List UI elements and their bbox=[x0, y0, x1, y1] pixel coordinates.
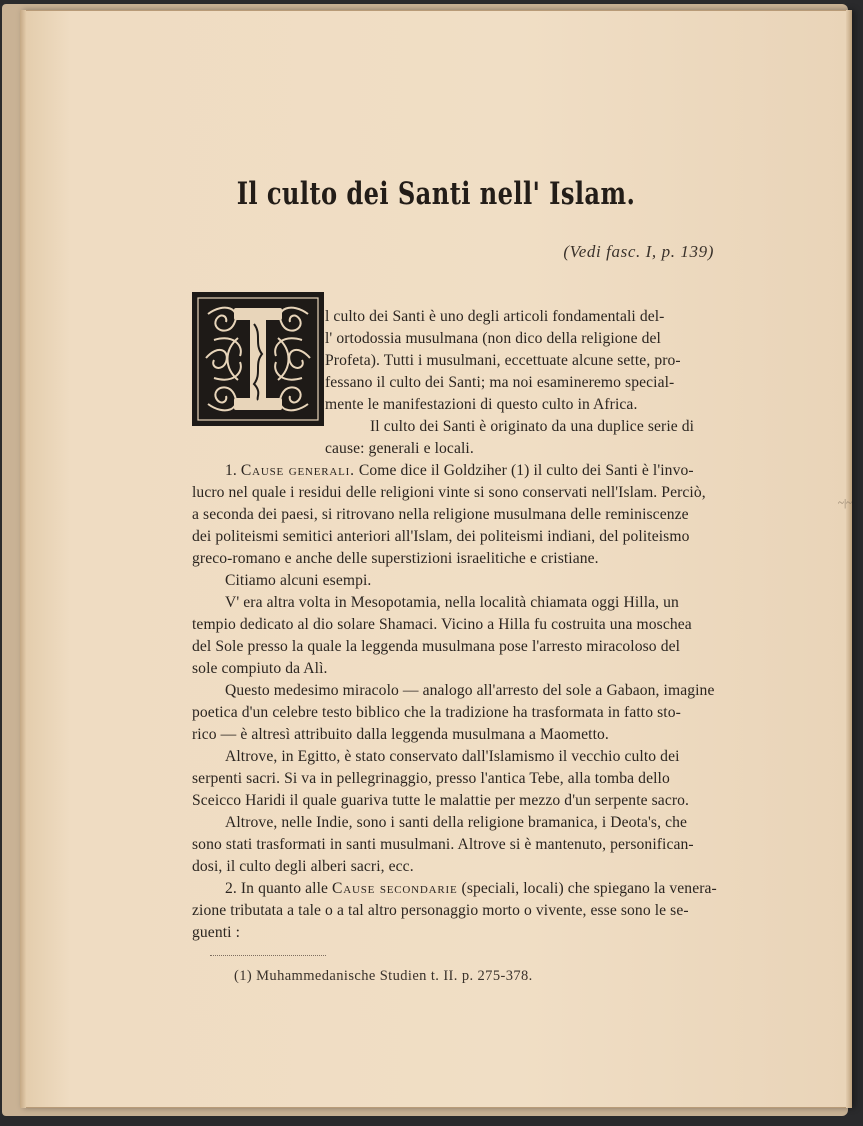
text-line: l' ortodossia musulmana (non dico della religione del bbox=[325, 330, 661, 347]
ornamental-dropcap bbox=[192, 292, 324, 426]
text-line: a seconda dei paesi, si ritrovano nella religione musulmana delle reminiscenze bbox=[192, 506, 689, 523]
text-line: guenti : bbox=[192, 924, 241, 941]
text-line: sono stati trasformati in santi musulmani. Altrove si è mantenuto, personifican- bbox=[192, 836, 694, 853]
text-line: poetica d'un celebre testo biblico che la tradizione ha trasformata in fatto sto- bbox=[192, 704, 681, 721]
footnote: (1) Muhammedanische Studien t. II. p. 275-378. bbox=[234, 968, 533, 984]
text-line: cause: generali e locali. bbox=[325, 440, 474, 457]
text-line: fessano il culto dei Santi; ma noi esamineremo special- bbox=[325, 374, 675, 391]
text-line: V' era altra volta in Mesopotamia, nella località chiamata oggi Hilla, un bbox=[225, 594, 679, 611]
text-line: serpenti sacri. Si va in pellegrinaggio, presso l'antica Tebe, alla tomba dello bbox=[192, 770, 670, 787]
text-line: 1. Cause generali. Come dice il Goldziher (1) il culto dei Santi è l'invo- bbox=[225, 462, 694, 479]
text-line: tempio dedicato al dio solare Shamaci. Vicino a Hilla fu costruita una moschea bbox=[192, 616, 692, 633]
text-line: zione tributata a tale o a tal altro personaggio morto o vivente, esse sono le se- bbox=[192, 902, 689, 919]
book-page bbox=[20, 10, 852, 1108]
page-right-edge bbox=[846, 10, 852, 1108]
ornament-i-icon bbox=[194, 294, 322, 424]
text-line: Questo medesimo miracolo — analogo all'arresto del sole a Gabaon, imagine bbox=[225, 682, 715, 699]
text-line: Altrove, nelle Indie, sono i santi della religione bramanica, i Deota's, che bbox=[225, 814, 688, 831]
text-line: dosi, il culto degli alberi sacri, ecc. bbox=[192, 858, 414, 875]
footnote-rule bbox=[210, 955, 326, 956]
margin-mark: ~|~ bbox=[838, 497, 853, 509]
text-line: dei politeismi semitici anteriori all'Islam, dei politeismi indiani, del politeismo bbox=[192, 528, 690, 545]
text-line: Sceicco Haridi il quale guariva tutte le malattie per mezzo d'un serpente sacro. bbox=[192, 792, 690, 809]
text-line: lucro nel quale i residui delle religioni vinte si sono conservati nell'Islam. Perciò, bbox=[192, 484, 706, 501]
text-line: mente le manifestazioni di questo culto in Africa. bbox=[325, 396, 638, 413]
text-line: Il culto dei Santi è originato da una duplice serie di bbox=[370, 418, 695, 435]
page-subtitle: (Vedi fasc. I, p. 139) bbox=[563, 242, 714, 261]
text-line: greco-romano e anche delle superstizioni israelitiche e cristiane. bbox=[192, 550, 599, 567]
text-line: rico — è altresì attribuito dalla leggenda musulmana a Maometto. bbox=[192, 726, 609, 743]
text-line: l culto dei Santi è uno degli articoli fondamentali del- bbox=[325, 308, 665, 325]
text-line: del Sole presso la quale la leggenda musulmana pose l'arresto miracoloso del bbox=[192, 638, 681, 655]
page-left-edge bbox=[20, 10, 26, 1108]
text-line: Profeta). Tutti i musulmani, eccettuate alcune sette, pro- bbox=[325, 352, 681, 369]
text-line: 2. In quanto alle Cause secondarie (speciali, locali) che spiegano la venera- bbox=[225, 880, 717, 897]
page-title: Il culto dei Santi nell' Islam. bbox=[236, 176, 636, 212]
text-line: sole compiuto da Alì. bbox=[192, 660, 328, 677]
section-heading: Cause generali. bbox=[240, 462, 355, 479]
text-line: Citiamo alcuni esempi. bbox=[225, 572, 372, 589]
section-heading: Cause secondarie bbox=[332, 880, 458, 897]
text-line: Altrove, in Egitto, è stato conservato dall'Islamismo il vecchio culto dei bbox=[225, 748, 680, 765]
